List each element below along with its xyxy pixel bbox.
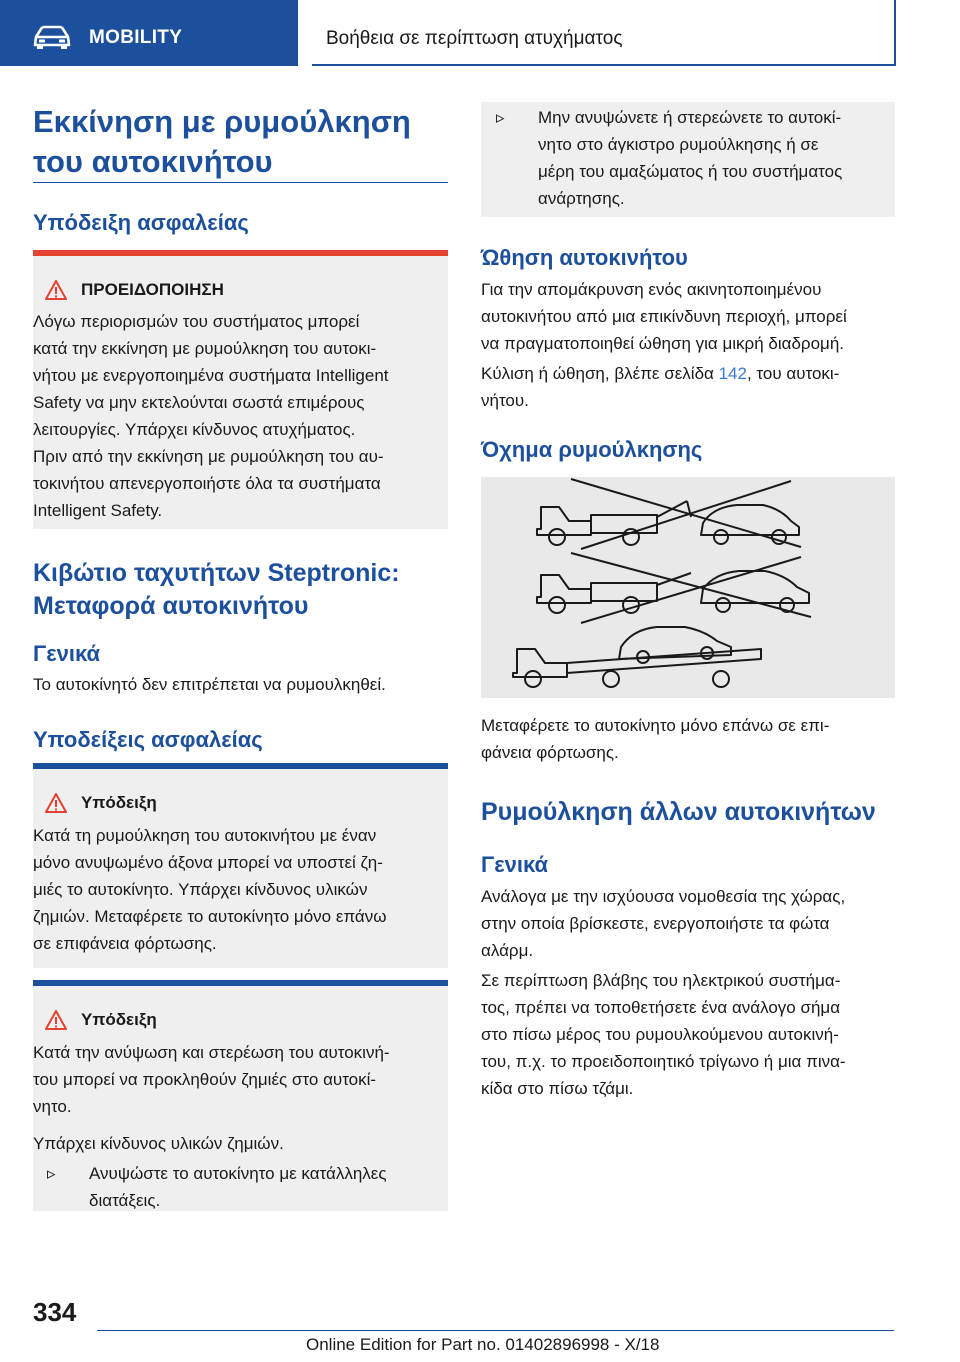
notice-bar: [33, 763, 448, 769]
section-label: MOBILITY: [89, 27, 183, 48]
text: Κύλιση ή ώθηση, βλέπε σελίδα: [481, 364, 719, 383]
list-item-line: Ανυψώστε το αυτοκίνητο με κατάλληλες: [89, 1164, 387, 1183]
notice-line: του μπορεί να προκληθούν ζημιές στο αυτοκί-: [33, 1070, 377, 1089]
warning-line: Πριν από την εκκίνηση με ρυμούλκηση του αυ-: [33, 447, 384, 466]
warning-box: [33, 250, 448, 529]
steptronic-heading-line1: Κιβώτιο ταχυτήτων Steptronic:: [33, 559, 400, 587]
warning-line: λειτουργίες. Υπάρχει κίνδυνος ατυχήματος.: [33, 420, 356, 439]
text: νήτου.: [481, 391, 529, 410]
list-item-line: ανάρτησης.: [538, 189, 625, 208]
tow-vehicle-illustration: [481, 477, 895, 698]
list-item-line: διατάξεις.: [89, 1191, 161, 1210]
notice-line: Κατά την ανύψωση και στερέωση του αυτοκινή-: [33, 1043, 390, 1062]
warning-line: κατά την εκκίνηση με ρυμούλκηση του αυτοκι-: [33, 339, 377, 358]
general-heading: Γενικά: [33, 641, 101, 666]
notice-box-2: [33, 980, 448, 1211]
warning-triangle-icon: [45, 280, 67, 300]
chapter-title: Βοήθεια σε περίπτωση ατυχήματος: [326, 28, 623, 49]
list-item-line: νητο στο άγκιστρο ρυμούλκησης ή σε: [538, 135, 819, 154]
general-heading-right: Γενικά: [481, 852, 549, 877]
list-item-line: μέρη του αμαξώματος ή του συστήματος: [538, 162, 843, 181]
notice-bar: [33, 980, 448, 986]
notice-text: [33, 1039, 390, 1157]
text-line: τος, πρέπει να τοποθετήσετε ένα ανάλογο σήμα: [481, 998, 841, 1017]
steptronic-heading-line2: Μεταφορά αυτοκινήτου: [33, 592, 309, 620]
fault-text: [481, 967, 895, 1102]
text-line: φάνεια φόρτωσης.: [481, 743, 619, 762]
steptronic-heading: [33, 557, 400, 623]
text-line: Μεταφέρετε το αυτοκίνητο μόνο επάνω σε επι-: [481, 716, 830, 735]
transport-text: [481, 712, 895, 766]
warning-bar: [33, 250, 448, 256]
notice-label: Υπόδειξη: [81, 793, 157, 812]
warning-line: Λόγω περιορισμών του συστήματος μπορεί: [33, 312, 360, 331]
warning-line: νήτου με ενεργοποιημένα συστήματα Intelligent: [33, 366, 389, 385]
warning-line: Intelligent Safety.: [33, 501, 163, 520]
car-icon: [33, 25, 71, 49]
text-line: του, π.χ. το προειδοποιητικό τρίγωνο ή μια πινα-: [481, 1052, 846, 1071]
tow-diagram: [481, 477, 895, 698]
text-line: στο πίσω μέρος του ρυμουλκούμενου αυτοκινή-: [481, 1025, 839, 1044]
warning-line: τοκινήτου απενεργοποιήστε όλα τα συστήματα: [33, 474, 381, 493]
page-title-line1: Εκκίνηση με ρυμούλκηση: [33, 104, 411, 139]
notice-line: σε επιφάνεια φόρτωσης.: [33, 934, 217, 953]
notice-header: [45, 793, 157, 813]
notice-line: μόνο ανυψωμένο άξονα μπορεί να υποστεί ζη-: [33, 853, 383, 872]
notice-header: [45, 1010, 157, 1030]
notice-box: [33, 763, 448, 968]
footer-divider: [97, 1330, 894, 1331]
notice-line: νητο.: [33, 1097, 72, 1116]
notice-line: μιές το αυτοκίνητο. Υπάρχει κίνδυνος υλικών: [33, 880, 368, 899]
text-line: στην οποία βρίσκεστε, ενεργοποιήστε τα φώτα: [481, 914, 830, 933]
edition-text: Online Edition for Part no. 01402896998 - X/18: [306, 1335, 660, 1354]
text-line: Ανάλογα με την ισχύουσα νομοθεσία της χώρας,: [481, 887, 846, 906]
tow-other-heading: Ρυμούλκηση άλλων αυτοκινήτων: [481, 798, 876, 826]
text-line: Σε περίπτωση βλάβης του ηλεκτρικού συστήμα-: [481, 971, 841, 990]
push-text: [481, 276, 895, 357]
warning-line: Safety να μην εκτελούνται σωστά επιμέρους: [33, 393, 365, 412]
page-number: 334: [33, 1297, 77, 1327]
tow-vehicle-heading: Όχημα ρυμούλκησης: [481, 437, 703, 462]
bullet-triangle-icon: ▹: [47, 1164, 56, 1183]
notice-label: Υπόδειξη: [81, 1010, 157, 1029]
section-tab[interactable]: [0, 0, 298, 66]
warning-header: [45, 280, 224, 300]
safety-notes-heading: Υποδείξεις ασφαλείας: [33, 727, 263, 752]
notice-text: [33, 822, 387, 957]
warning-triangle-icon: [45, 793, 67, 813]
list-item-text: [89, 1160, 387, 1214]
text-line: κίδα στο πίσω τζάμι.: [481, 1079, 634, 1098]
safety-heading: Υπόδειξη ασφαλείας: [33, 210, 249, 235]
list-item-line: Μην ανυψώνετε ή στερεώνετε το αυτοκί-: [538, 108, 842, 127]
roll-reference: [481, 360, 895, 414]
warning-triangle-icon: [45, 1010, 67, 1030]
text-line: αυτοκινήτου από μια επικίνδυνη περιοχή, μπορεί: [481, 307, 847, 326]
text-line: Για την απομάκρυνση ενός ακινητοποιημένου: [481, 280, 822, 299]
text-line: αλάρμ.: [481, 941, 534, 960]
push-heading: Ώθηση αυτοκινήτου: [481, 245, 688, 270]
page-title-line2: του αυτοκινήτου: [33, 144, 273, 179]
notice-line: Υπάρχει κίνδυνος υλικών ζημιών.: [33, 1134, 284, 1153]
title-divider: [33, 182, 448, 183]
notice-line: Κατά τη ρυμούλκηση του αυτοκινήτου με έναν: [33, 826, 377, 845]
general-text: Το αυτοκίνητό δεν επιτρέπεται να ρυμουλκηθεί.: [33, 675, 386, 694]
law-text: [481, 883, 895, 964]
text-line: να πραγματοποιηθεί ώθηση για μικρή διαδρομή.: [481, 334, 845, 353]
notice-line: ζημιών. Μεταφέρετε το αυτοκίνητο μόνο επάνω: [33, 907, 387, 926]
chapter-header: [312, 0, 896, 66]
page-link[interactable]: 142: [718, 364, 747, 383]
list-item-text: [538, 104, 842, 212]
bullet-triangle-icon: ▹: [496, 108, 505, 127]
text: , του αυτοκι-: [746, 364, 840, 383]
warning-label: ΠΡΟΕΙΔΟΠΟΙΗΣΗ: [81, 280, 224, 299]
bullet-box: [481, 102, 895, 217]
warning-text: [33, 308, 389, 524]
page-title: [33, 102, 448, 182]
